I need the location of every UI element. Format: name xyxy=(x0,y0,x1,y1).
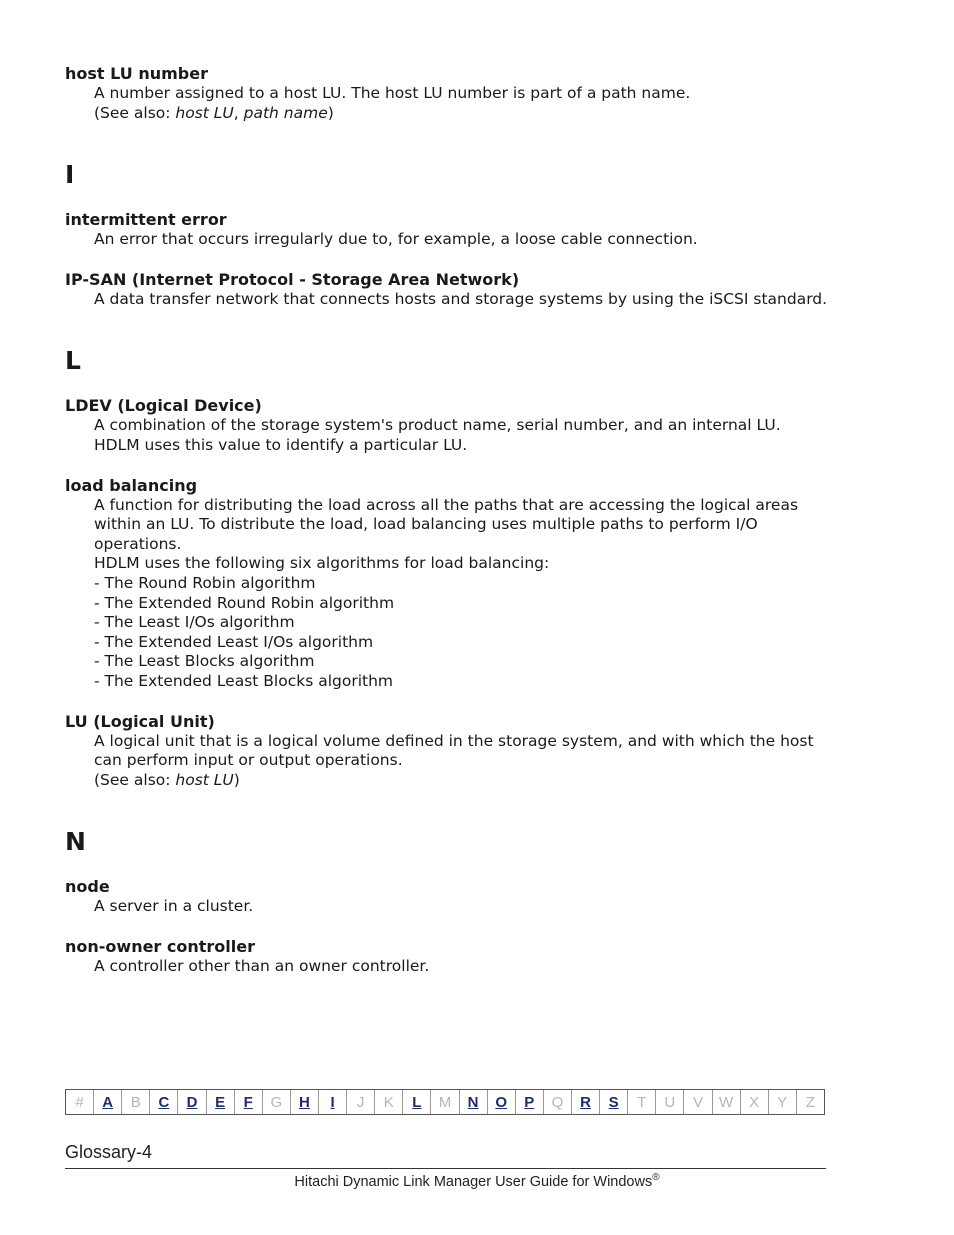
term-definition xyxy=(94,732,835,791)
entry-ldev xyxy=(65,396,835,455)
see-also-prefix: (See also: xyxy=(94,770,176,789)
alpha-index-d[interactable]: D xyxy=(178,1090,206,1114)
algorithm-intro: HDLM uses the following six algorithms for load balancing: xyxy=(94,554,550,573)
section-heading-l: L xyxy=(65,346,81,376)
alpha-index-g: G xyxy=(263,1090,291,1114)
definition-paragraph: A function for distributing the load across all the paths that are accessing the logical areas within an LU. To distribute the load, load balancing uses multiple paths to perform I/O operations. xyxy=(94,495,799,553)
section-heading-n: N xyxy=(65,827,86,857)
algorithm-item: - The Extended Least I/Os algorithm xyxy=(94,632,374,651)
section-heading-i: I xyxy=(65,160,75,190)
alpha-index-r[interactable]: R xyxy=(572,1090,600,1114)
glossary-content xyxy=(65,64,835,996)
term-definition: A server in a cluster. xyxy=(94,897,254,916)
footer-title-text: Hitachi Dynamic Link Manager User Guide for Windows xyxy=(294,1173,653,1190)
term-heading: node xyxy=(65,877,110,897)
algorithm-item: - The Round Robin algorithm xyxy=(94,573,316,592)
registered-mark: ® xyxy=(652,1172,660,1183)
alpha-index-z: Z xyxy=(805,1093,815,1111)
see-also-prefix: (See also: xyxy=(94,103,176,122)
alpha-index-f[interactable]: F xyxy=(235,1090,263,1114)
see-also-suffix: ) xyxy=(233,770,240,789)
term-definition xyxy=(94,496,835,692)
alpha-index-x: X xyxy=(741,1090,769,1114)
entry-ip-san xyxy=(65,270,835,310)
definition-line: A number assigned to a host LU. The host LU number is part of a path name. xyxy=(94,84,691,102)
see-also-link-path-name[interactable]: path name xyxy=(243,103,328,122)
alphabet-index-bar xyxy=(65,1089,825,1115)
algorithm-item: - The Least Blocks algorithm xyxy=(94,652,315,671)
alpha-index-c[interactable]: C xyxy=(150,1090,178,1114)
algorithm-item: - The Least I/Os algorithm xyxy=(94,613,295,632)
alpha-index-j: J xyxy=(347,1090,375,1114)
alpha-index-l[interactable]: L xyxy=(403,1090,431,1114)
alpha-index-i[interactable]: I xyxy=(319,1090,347,1114)
footer-title xyxy=(0,1172,954,1190)
alpha-index-u: U xyxy=(656,1090,684,1114)
footer-divider xyxy=(65,1168,826,1169)
term-heading: LDEV (Logical Device) xyxy=(65,396,262,416)
see-also-link-host-lu[interactable]: host LU xyxy=(175,770,234,789)
alpha-index-e[interactable]: E xyxy=(207,1090,235,1114)
alpha-index-w: W xyxy=(713,1090,741,1114)
alpha-index-t: T xyxy=(628,1090,656,1114)
entry-lu xyxy=(65,712,835,791)
see-also-separator: , xyxy=(233,103,244,122)
alpha-index-k: K xyxy=(375,1090,403,1114)
alpha-index-hash: # xyxy=(66,1090,94,1114)
entry-host-lu-number xyxy=(65,64,835,123)
term-definition xyxy=(94,416,835,455)
definition-line: A combination of the storage system's product name, serial number, and an internal LU. xyxy=(94,416,781,435)
term-heading: intermittent error xyxy=(65,210,227,230)
see-also-suffix: ) xyxy=(327,103,334,122)
entry-load-balancing xyxy=(65,476,835,692)
alpha-index-v: V xyxy=(684,1090,712,1114)
term-definition xyxy=(94,84,835,123)
term-heading: IP-SAN (Internet Protocol - Storage Area Network) xyxy=(65,269,520,289)
entry-non-owner-controller xyxy=(65,937,835,977)
see-also-link-host-lu[interactable]: host LU xyxy=(175,103,234,122)
alpha-index-h[interactable]: H xyxy=(291,1090,319,1114)
see-also xyxy=(94,771,835,791)
alpha-index-s[interactable]: S xyxy=(600,1090,628,1114)
entry-intermittent-error xyxy=(65,210,835,250)
page-number: Glossary-4 xyxy=(65,1142,153,1162)
alpha-index-o[interactable]: O xyxy=(488,1090,516,1114)
definition-paragraph: A logical unit that is a logical volume defined in the storage system, and with which the host can perform input or output operations. xyxy=(94,731,814,770)
algorithm-item: - The Extended Round Robin algorithm xyxy=(94,593,395,612)
alpha-index-n[interactable]: N xyxy=(460,1090,488,1114)
alpha-index-y: Y xyxy=(769,1090,797,1114)
alpha-index-p[interactable]: P xyxy=(516,1090,544,1114)
term-definition: A controller other than an owner controller. xyxy=(94,956,430,975)
see-also xyxy=(94,104,835,124)
term-heading: host LU number xyxy=(65,64,208,83)
definition-line: HDLM uses this value to identify a particular LU. xyxy=(94,435,468,454)
term-heading: non-owner controller xyxy=(65,936,255,956)
term-heading: LU (Logical Unit) xyxy=(65,711,215,731)
term-definition: An error that occurs irregularly due to, for example, a loose cable connection. xyxy=(94,230,698,249)
term-heading: load balancing xyxy=(65,475,198,495)
term-definition: A data transfer network that connects hosts and storage systems by using the iSCSI standard. xyxy=(94,289,828,308)
alpha-index-a[interactable]: A xyxy=(94,1090,122,1114)
alpha-index-m: M xyxy=(431,1090,459,1114)
alpha-index-q: Q xyxy=(544,1090,572,1114)
entry-node xyxy=(65,877,835,917)
algorithm-item: - The Extended Least Blocks algorithm xyxy=(94,671,394,690)
alpha-index-b: B xyxy=(122,1090,150,1114)
